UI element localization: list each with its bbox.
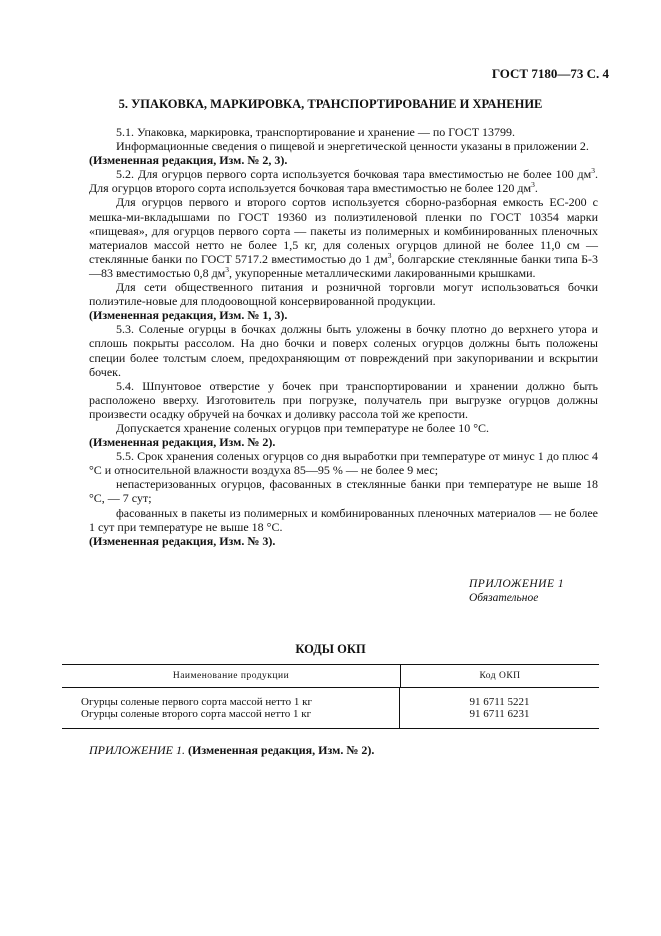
superscript: 3 [225, 264, 230, 274]
text-run: , укупоренные металлическими лакированными крышками. [229, 265, 536, 280]
code-column [400, 688, 599, 728]
appendix-title: ПРИЛОЖЕНИЕ 1 [469, 578, 565, 590]
page-header: ГОСТ 7180—73 С. 4 [491, 66, 609, 81]
column-header-name: Наименование продукции [62, 665, 401, 687]
table-header-row [62, 665, 599, 688]
amendment-note [89, 153, 598, 167]
section-title: 5. УПАКОВКА, МАРКИРОВКА, ТРАНСПОРТИРОВАНИЕ И ХРАНЕНИЕ [118, 97, 543, 111]
text-run: . [534, 181, 538, 196]
section-body [89, 125, 598, 548]
appendix-heading [469, 577, 609, 605]
text-run: , болгарские стеклянные банки типа Б-3—83 вместимостью 0,8 дм [89, 251, 599, 280]
amendment-text: (Измененная редакция, Изм. № 2, 3). [89, 153, 288, 168]
superscript: 3 [591, 166, 595, 176]
text-run: Для огурцов первого и второго сортов используется сборно-разборная емкость ЕС-200 с мешка-ми-вкладышами по ГОСТ 19360 из полиэтиленовой пленки по ГОСТ 10354 марки «пищевая», для огурцов первого сорта — пакеты из полимерных и комбинированных пленочных материалов массой нетто не более 1,5 кг, для соленых огурцов длиной не более 11,0 см — стеклянные банки по ГОСТ 5717.2 вместимостью до 1 дм [89, 195, 598, 266]
okp-table [62, 664, 599, 729]
footnote-text: (Измененная редакция, Изм. № 2). [187, 743, 375, 757]
name-column [62, 688, 400, 728]
paragraph: 5.5. Срок хранения соленых огурцов со дня выработки при температуре от минус 1 до плюс 4 °С и относительной влажности воздуха 85—95 % — не более 9 мес; [89, 449, 598, 478]
amendment-note: (Измененная редакция, Изм. № 3). [89, 533, 276, 548]
okp-table-title: КОДЫ ОКП [295, 642, 366, 656]
paragraph [89, 167, 598, 195]
paragraph: Допускается хранение соленых огурцов при температуре не более 10 °С. [116, 420, 490, 435]
text-run: 5.2. Для огурцов первого сорта используется бочковая тара вместимостью не более 100 дм [116, 167, 592, 182]
table-cell-code: 91 6711 6231 [469, 708, 530, 720]
superscript: 3 [387, 250, 392, 260]
amendment-note: (Измененная редакция, Изм. № 1, 3). [89, 308, 288, 323]
paragraph: Информационные сведения о пищевой и энергетической ценности указаны в приложении 2. [116, 139, 589, 154]
table-cell-code: 91 6711 5221 [469, 696, 530, 708]
superscript: 3 [531, 180, 535, 190]
column-header-code: Код ОКП [479, 671, 521, 681]
paragraph: 5.3. Соленые огурцы в бочках должны быть уложены в бочку плотно до верхнего утора и сплошь покрыты рассолом. На дно бочки и поверх соленых огурцов должны быть положены специи более толстым слоем, предохраняющим от повреждений при закупоривании и вскрытии бочек. [89, 322, 598, 379]
table-cell-name: Огурцы соленые второго сорта массой нетто 1 кг [81, 708, 312, 720]
table-cell-name: Огурцы соленые первого сорта массой нетто 1 кг [81, 696, 312, 708]
paragraph: Для сети общественного питания и розничной торговли могут использоваться бочки полиэтиле-новые для плодоовощной консервированной продукции. [89, 280, 598, 309]
amendment-note: (Измененная редакция, Изм. № 2). [89, 435, 276, 450]
appendix-amendment-note [89, 743, 374, 758]
paragraph: фасованных в пакеты из полимерных и комбинированных пленочных материалов — не более 1 сут при температуре не выше 18 °С. [89, 505, 598, 534]
table-body [62, 688, 599, 728]
footnote-ref: ПРИЛОЖЕНИЕ 1. [89, 743, 185, 757]
paragraph: 5.1. Упаковка, маркировка, транспортирование и хранение — по ГОСТ 13799. [116, 125, 516, 139]
paragraph: 5.4. Шпунтовое отверстие у бочек при транспортировании и хранении должно быть расположено вверху. Изготовитель при погрузке, получатель при выгрузке огурцов должны произвести осадку обручей на бочках и доливку рассола той же крепости. [89, 378, 598, 421]
appendix-status: Обязательное [469, 592, 539, 604]
text-run: . Для огурцов второго сорта используется бочковая тара вместимостью не более 120 дм [89, 167, 598, 196]
paragraph [89, 195, 598, 280]
paragraph: непастеризованных огурцов, фасованных в стеклянные банки при температуре не выше 18 °С, — 7 сут; [89, 477, 598, 506]
